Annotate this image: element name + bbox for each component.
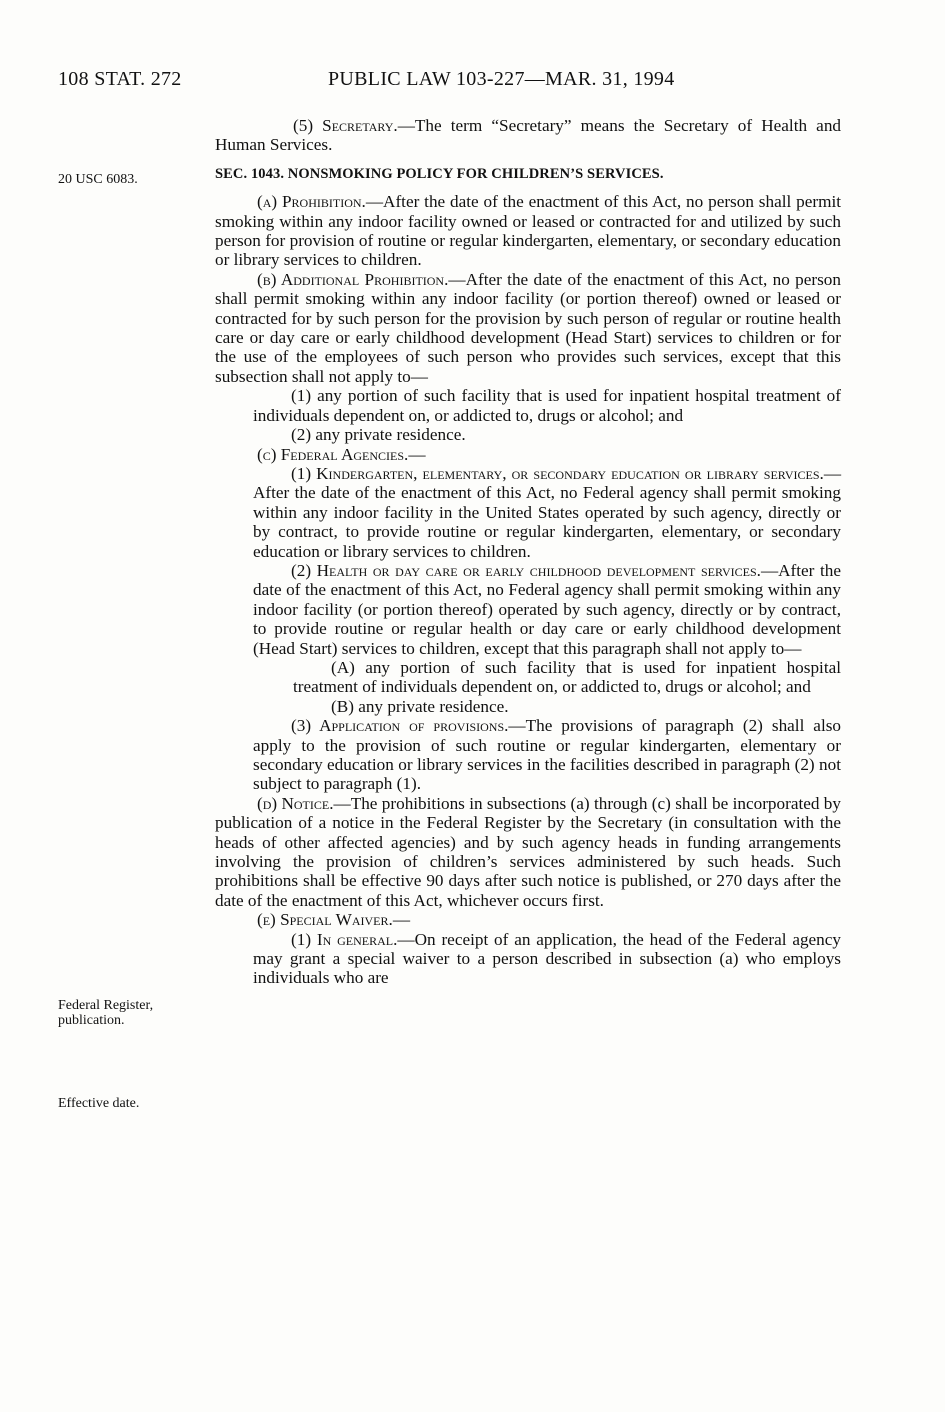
subsection-e-paragraph-1-heading: (1) In general. xyxy=(291,929,398,949)
effective-date-margin-note: Effective date. xyxy=(58,1096,140,1111)
subsection-c-paragraph-3-text: —The provisions of paragraph (2) shall also apply to the provision of such routine or regular kindergarten, elementary or secondary education or library services in the facilities described in paragraph (2) not subject to paragraph (1). xyxy=(253,716,841,794)
subsection-c-heading: (c) Federal Agencies. xyxy=(257,444,409,464)
subsection-c-paragraph-1-text: —After the date of the enactment of this Act, no Federal agency shall permit smoking within any indoor facility in the United States operated by such agency, directly or by contract, to provide routine or regular kindergarten, elementary, or secondary education or library services to children. xyxy=(253,463,841,561)
statute-text xyxy=(215,116,841,988)
subsection-a-heading: (a) Prohibition. xyxy=(257,192,366,212)
paragraph-5-text: —The term “Secretary” means the Secretary of Health and Human Services. xyxy=(215,116,842,155)
subsection-c-paragraph-1 xyxy=(215,464,841,561)
subsection-e-paragraph-1 xyxy=(215,930,841,988)
subsection-c-paragraph-2 xyxy=(215,561,841,658)
running-head: PUBLIC LAW 103-227—MAR. 31, 1994 xyxy=(328,68,675,90)
subparagraph-a: (A) any portion of such facility that is used for inpatient hospital treatment of individuals dependent on, or addicted to, drugs or alcohol; and xyxy=(293,657,841,697)
subsection-b-heading: (b) Additional Prohibition. xyxy=(257,269,449,289)
subsection-d-text: —The prohibitions in subsections (a) through (c) shall be incorporated by publication of a notice in the Federal Register by the Secretary (in consultation with the heads of other affected agencies) and by such agency heads in funding arrangements involving the provision of children’s services administered by such heads. Such prohibitions shall be effective 90 days after such notice is published, or 270 days after the date of the enactment of this Act, whichever occurs first. xyxy=(215,793,841,910)
paragraph-5 xyxy=(215,116,841,155)
subsection-a xyxy=(215,192,841,270)
section-heading: SEC. 1043. NONSMOKING POLICY FOR CHILDREN’S SERVICES. xyxy=(215,165,664,182)
subsection-c xyxy=(215,445,841,464)
subparagraph-b: (B) any private residence. xyxy=(331,696,509,716)
subsection-c-paragraph-3-heading: (3) Application of provisions. xyxy=(291,716,509,736)
subsection-b xyxy=(215,270,841,386)
subsection-d xyxy=(215,794,841,910)
subsection-c-paragraph-3 xyxy=(215,716,841,794)
subsection-b-paragraph-2: (2) any private residence. xyxy=(291,425,466,445)
paragraph-5-heading: (5) Secretary. xyxy=(293,116,398,135)
subsection-b-paragraph-1: (1) any portion of such facility that is used for inpatient hospital treatment of individuals dependent on, or addicted to, drugs or alcohol; and xyxy=(253,386,841,425)
subsection-d-heading: (d) Notice. xyxy=(257,793,334,813)
subsection-b-text: —After the date of the enactment of this Act, no person shall permit smoking within any indoor facility (or portion thereof) owned or leased or contracted for by such person for the provision by such person of regular or routine health care or day care or early childhood development (Head Start) services to children or for the use of the employees of such person who provides such services, except that this subsection shall not apply to— xyxy=(215,269,841,386)
subsection-e-heading: (e) Special Waiver. xyxy=(257,910,393,930)
subsection-c-paragraph-1-heading: (1) Kindergarten, elementary, or secondary education or library services. xyxy=(291,463,824,483)
subsection-e xyxy=(215,910,841,929)
subsection-a-text: —After the date of the enactment of this Act, no person shall permit smoking within any indoor facility owned or leased or contracted for and utilized by such person for provision of routine or regular kindergarten, elementary, or secondary education or library services to children. xyxy=(215,192,841,270)
subsection-c-dash: — xyxy=(408,444,426,464)
federal-register-margin-note: Federal Register, publication. xyxy=(58,998,154,1028)
subsection-e-paragraph-1-text: —On receipt of an application, the head of the Federal agency may grant a special waiver to a person described in subsection (a) who employs individuals who are xyxy=(253,929,841,988)
usc-margin-note: 20 USC 6083. xyxy=(58,172,138,187)
subsection-c-paragraph-2-text: —After the date of the enactment of this Act, no Federal agency shall permit smoking within any indoor facility (or portion thereof) operated by such agency, directly or by contract, to provide routine or regular health or day care or early childhood development (Head Start) services to children, except that this paragraph shall not apply to— xyxy=(253,560,841,658)
subsection-c-paragraph-2-heading: (2) Health or day care or early childhood development services. xyxy=(291,560,761,580)
subsection-e-dash: — xyxy=(392,910,410,930)
page-citation: 108 STAT. 272 xyxy=(58,68,182,90)
